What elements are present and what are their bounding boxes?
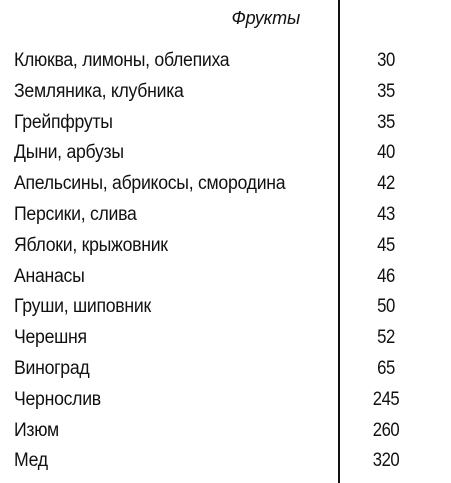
table-row <box>0 324 451 355</box>
row-name: Дыни, арбузы <box>14 142 124 164</box>
row-name: Черешня <box>14 327 87 349</box>
table-row <box>0 355 451 386</box>
row-name: Клюква, лимоны, облепиха <box>14 50 230 71</box>
row-name: Мед <box>14 450 48 472</box>
table-row <box>0 386 451 417</box>
row-name: Грейпфруты <box>14 111 113 133</box>
table-row <box>0 293 451 324</box>
row-value: 50 <box>377 296 395 318</box>
table-row <box>0 47 451 78</box>
row-name: Чернослив <box>14 388 101 410</box>
row-name: Изюм <box>14 419 59 441</box>
table-row <box>0 109 451 140</box>
row-value: 40 <box>377 142 395 164</box>
row-value: 43 <box>377 203 395 225</box>
row-value: 46 <box>377 265 395 287</box>
table-row <box>0 232 451 263</box>
table-row <box>0 139 451 170</box>
row-value: 45 <box>377 234 395 256</box>
row-value: 52 <box>377 327 395 349</box>
row-value: 35 <box>377 111 395 133</box>
table-caption <box>0 8 338 29</box>
row-value: 42 <box>377 173 395 195</box>
table-row <box>0 78 451 109</box>
row-name: Апельсины, абрикосы, смородина <box>14 173 286 195</box>
row-value: 245 <box>372 388 400 410</box>
table-body <box>0 47 451 478</box>
table-row <box>0 417 451 448</box>
row-name: Груши, шиповник <box>14 296 151 318</box>
table-row <box>0 201 451 232</box>
row-value: 30 <box>377 50 395 71</box>
row-name: Ананасы <box>14 265 85 287</box>
row-name: Персики, слива <box>14 203 137 225</box>
table-row <box>0 170 451 201</box>
row-value: 65 <box>377 357 395 379</box>
caption-text: Фрукты <box>231 8 300 28</box>
row-name: Виноград <box>14 357 90 379</box>
row-name: Яблоки, крыжовник <box>14 234 168 256</box>
row-value: 35 <box>377 80 395 102</box>
table-row <box>0 447 451 478</box>
row-value: 320 <box>372 450 400 472</box>
table-row <box>0 263 451 294</box>
row-name: Земляника, клубника <box>14 80 184 102</box>
row-value: 260 <box>372 419 400 441</box>
